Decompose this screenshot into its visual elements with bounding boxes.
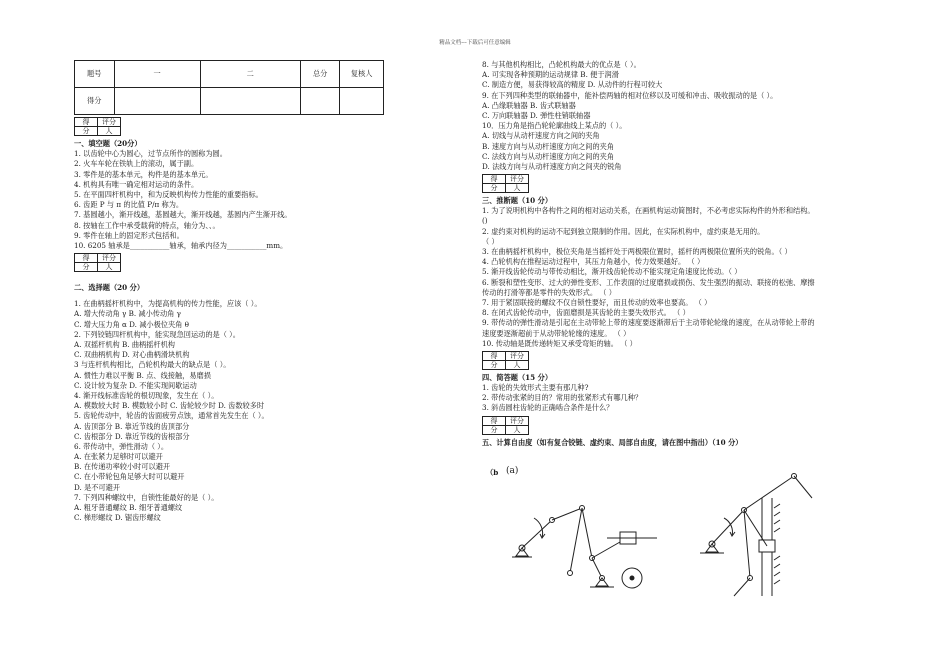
link-bar — [712, 510, 744, 544]
grader-cell: 分 — [483, 425, 506, 434]
question-line: 3. 在曲柄摇杆机构中，极位夹角是当摇杆处于两极限位置时，摇杆的两极限位置所夹的锐角。（ ） — [482, 247, 792, 256]
option-line: C. 齿根部分 D. 靠近节线的齿根部分 — [74, 431, 190, 441]
question-line: 速度要逐渐超前于从动带轮轮缘的速度。 （ ） — [482, 328, 631, 338]
option-line: C. 增大压力角 α D. 减小极位夹角 θ — [74, 319, 189, 329]
link-bar — [744, 510, 767, 546]
grader-cell: 评分 — [98, 254, 121, 263]
score-cell[interactable] — [340, 88, 384, 115]
question-line: 1. 以齿轮中心为圆心，过节点所作的圆称为圆。 — [74, 149, 227, 159]
question-line: 1. 为了说明机构中各构件之间的相对运动关系，在画机构运动简图时，不必考虑实际构件的外形和结构。 — [482, 206, 815, 216]
question-line: 7. 用于紧固联接的螺纹不仅自锁性要好，而且传动的效率也要高。 （ ） — [482, 297, 712, 307]
section-title-true-false: 三、推断题（10 分） — [482, 196, 553, 206]
link-bar — [592, 558, 602, 578]
score-table-header-row — [75, 61, 384, 88]
option-line: A. 凸缘联轴器 B. 齿式联轴器 — [482, 100, 576, 110]
score-header-cell: 总分 — [300, 61, 340, 88]
question-line: （ ） — [482, 236, 499, 246]
option-line: A. 可实现各种预期的运动规律 B. 便于润滑 — [482, 70, 619, 80]
option-line: A. 齿顶部分 B. 靠近节线的齿顶部分 — [74, 421, 190, 431]
figure-label-b: （b — [486, 467, 499, 477]
question-line: 6. 齿距 P 与 π 的比值 P/π 称为。 — [74, 200, 184, 210]
link-bar — [744, 476, 794, 510]
question-line: 10. 传动轴是既传递转矩又承受弯矩的轴。 （ ） — [482, 338, 637, 348]
left-column — [74, 60, 469, 523]
option-line: C. 梯形螺纹 D. 锯齿形螺纹 — [74, 513, 161, 523]
question-line: 4. 渐开线标准齿轮的根切现象，发生在（ ）。 — [74, 390, 219, 400]
grader-cell: 得 — [483, 351, 506, 360]
grader-cell: 人 — [506, 360, 529, 369]
option-line: B. 在传递功率较小时可以避开 — [74, 462, 171, 472]
option-line: A. 在张紧力足够时可以避开 — [74, 452, 163, 462]
grader-box — [482, 351, 529, 370]
score-table-value-row — [75, 88, 384, 115]
option-line: A. 增大传动角 γ B. 减小传动角 γ — [74, 309, 181, 319]
option-line: B. 速度方向与从动杆速度方向之间的夹角 — [482, 141, 615, 151]
grader-box — [482, 174, 529, 193]
option-line: A. 双摇杆机构 B. 曲柄摇杆机构 — [74, 340, 175, 349]
option-line: A. 惯性力难以平衡 B. 点、线接触，易磨损 — [74, 370, 211, 380]
grader-cell: 评分 — [506, 351, 529, 360]
question-line: 3 与连杆机构相比，凸轮机构最大的缺点是（ ）。 — [74, 360, 231, 370]
mechanism-diagram — [482, 448, 894, 598]
score-row-label: 得分 — [75, 88, 115, 115]
grader-cell: 评分 — [506, 416, 529, 425]
link-bar — [744, 510, 750, 578]
question-line: 8. 在闭式齿轮传动中，齿面磨损是其齿轮的主要失效形式。 （ ） — [482, 308, 690, 318]
link-bar — [570, 508, 582, 573]
question-line: 2. 虚约束对机构的运动不起到独立限制的作用。因此，在实际机构中，虚约束是无用的。 — [482, 226, 765, 236]
question-line: 1. 在曲柄摇杆机构中，为提高机构的传力性能，应该（ ）。 — [74, 299, 262, 309]
option-line: C. 法线方向与从动杆速度方向之间的夹角 — [482, 151, 615, 161]
question-line: 9. 零件在轴上的固定形式包括和。 — [74, 230, 184, 240]
question-line: 8. 按轴在工作中承受载荷的特点，轴分为、、。 — [74, 220, 220, 230]
mechanism-a — [512, 505, 657, 588]
score-cell[interactable] — [114, 88, 200, 115]
section-title-multiple-choice: 二、选择题（20 分） — [74, 283, 145, 293]
link-bar — [734, 578, 750, 596]
question-line: 3. 零件是的基本单元，构件是的基本单元。 — [74, 169, 213, 179]
question-line: () — [482, 216, 488, 226]
grader-cell: 得 — [483, 416, 506, 425]
question-line: 9. 在下列四种类型的联轴器中，能补偿两轴的相对位移以及可缓和冲击、吸收振动的是（ ）。 — [482, 90, 778, 100]
section-title-dof: 五、计算自由度（如有复合铰链、虚约束、局部自由度，请在图中指出）（10 分） — [482, 437, 743, 447]
question-line: 7. 基圆越小，渐开线越，基圆越大，渐开线越，基圆内产生渐开线。 — [74, 210, 292, 220]
question-line: 1. 齿轮的失效形式主要有那几种? — [482, 383, 589, 393]
question-line: 2. 下列铰链四杆机构中，能实现急回运动的是（ ）。 — [74, 329, 240, 339]
grader-cell: 人 — [98, 263, 121, 272]
question-line: 7. 下列四种螺纹中，自锁性能最好的是（ ）。 — [74, 492, 219, 502]
grader-cell: 分 — [483, 360, 506, 369]
question-line: 9. 带传动的弹性滑动是引起在主动带轮上带的速度要逐渐滞后于主动带轮轮缘的速度，在从动带轮上带的 — [482, 318, 815, 328]
question-line: 传动的打滑等都是零件的失效形式。 （ ） — [482, 287, 616, 297]
right-column — [482, 60, 894, 598]
score-table — [74, 60, 384, 115]
grader-cell: 分 — [75, 127, 98, 136]
link-bar — [582, 508, 592, 558]
grader-box — [482, 416, 529, 435]
question-line: 4. 凸轮机构在推程运动过程中，其压力角越小，传力效果越好。 （ ） — [482, 257, 705, 267]
pivot-joint — [630, 576, 634, 580]
question-line: 3. 斜齿圆柱齿轮的正确啮合条件是什么？ — [482, 403, 614, 413]
section-title-short-answer: 四、简答题（15 分） — [482, 372, 553, 382]
score-header-cell: 题号 — [75, 61, 115, 88]
question-line: 10. 6205 轴承是___________轴承，轴承内径为___________mm。 — [74, 240, 288, 250]
link-bar — [794, 476, 812, 498]
grader-cell: 分 — [483, 184, 506, 193]
option-line: C. 双曲柄机构 D. 对心曲柄滑块机构 — [74, 350, 190, 360]
option-line: A. 粗牙普通螺纹 B. 细牙普通螺纹 — [74, 503, 183, 512]
grader-cell: 得 — [75, 254, 98, 263]
score-cell[interactable] — [200, 88, 300, 115]
grader-cell: 评分 — [98, 118, 121, 127]
mechanism-figures — [482, 448, 894, 598]
question-line: 4. 机构具有唯一确定相对运动的条件。 — [74, 179, 199, 189]
question-line: 6. 断裂和塑性变形、过大的弹性变形、工作表面的过度磨损或损伤、发生强烈的振动、联接的松弛、摩擦 — [482, 277, 815, 287]
grader-cell: 得 — [483, 175, 506, 184]
link-bar — [552, 508, 582, 520]
figure-label-a: (a) — [506, 465, 519, 476]
mechanism-b — [700, 473, 812, 596]
option-line: A. 模数较大时 B. 模数较小时 C. 齿轮较少时 D. 齿数较多时 — [74, 401, 265, 411]
question-line: 5. 在平面四杆机构中，和为反映机构传力性能的重要指标。 — [74, 189, 263, 199]
option-line: C. 制造方便，易获得较高的精度 D. 从动件的行程可较大 — [482, 80, 663, 90]
grader-cell: 人 — [506, 184, 529, 193]
question-line: 8. 与其他机构相比，凸轮机构最大的优点是（ ）。 — [482, 60, 641, 69]
grader-box — [74, 253, 121, 272]
score-cell[interactable] — [300, 88, 340, 115]
score-header-cell: 二 — [200, 61, 300, 88]
question-line: 10．压力角是指凸轮轮廓曲线上某点的（ ）。 — [482, 121, 627, 131]
option-line: A. 切线与从动杆速度方向之间的夹角 — [482, 131, 600, 141]
option-line: C. 设计较为复杂 D. 不能实现间歇运动 — [74, 380, 197, 390]
header-note: 精品文档---下载后可任意编辑 — [439, 40, 511, 46]
score-header-cell: 一 — [114, 61, 200, 88]
option-line: D. 是不可避开 — [74, 482, 121, 492]
section-title-fill-blank: 一、填空题（20分） — [74, 139, 142, 148]
grader-cell: 人 — [98, 127, 121, 136]
link-bar — [522, 520, 552, 548]
pivot-joint — [568, 570, 573, 575]
grader-cell: 人 — [506, 425, 529, 434]
question-line: 2. 带传动张紧的目的？常用的张紧形式有哪几种？ — [482, 393, 643, 403]
option-line: D. 法线方向与从动杆速度方向之间夹的锐角 — [482, 161, 622, 171]
question-line: 5. 齿轮传动中，轮齿的齿面疲劳点蚀，通常首先发生在（ ）。 — [74, 411, 269, 421]
option-line: C. 在小带轮包角足够大时可以避开 — [74, 472, 185, 482]
grader-cell: 得 — [75, 118, 98, 127]
grader-cell: 评分 — [506, 175, 529, 184]
question-line: 5. 渐开线齿轮传动与带传动相比，渐开线齿轮传动不能实现定角速度比传动。（ ） — [482, 267, 742, 277]
score-header-cell: 复核人 — [340, 61, 384, 88]
question-line: 6. 带传动中，弹性滑动（ ）。 — [74, 441, 169, 451]
option-line: C. 万向联轴器 D. 弹性柱销联轴器 — [482, 110, 591, 120]
grader-box — [74, 117, 121, 136]
grader-cell: 分 — [75, 263, 98, 272]
question-line: 2. 火车车轮在铁轨上的滚动，属于副。 — [74, 159, 199, 169]
